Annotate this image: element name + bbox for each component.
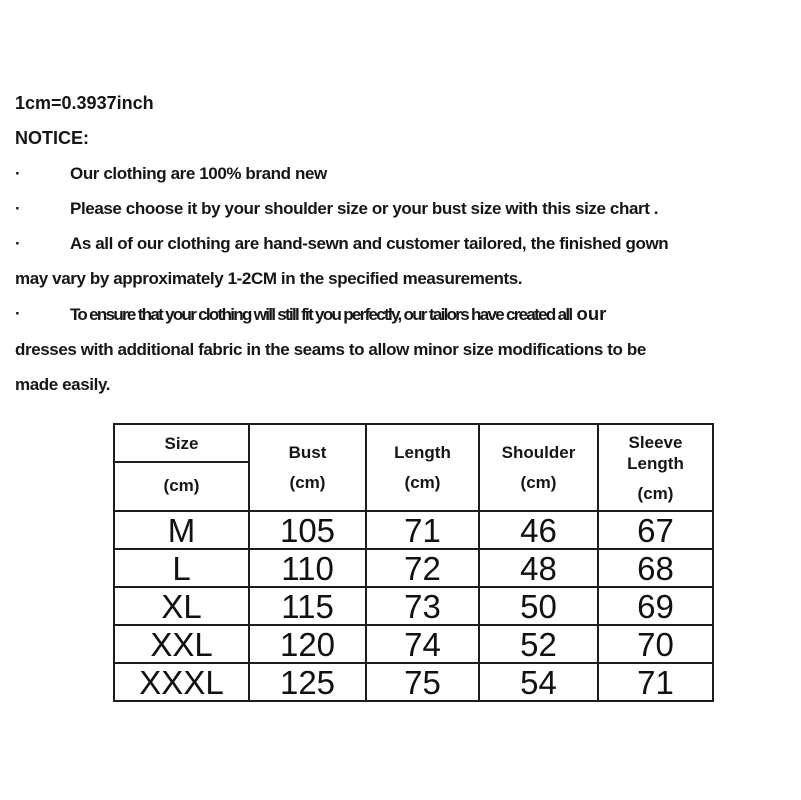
size-cell: XL	[114, 587, 249, 625]
bullet-text: Our clothing are 100% brand new	[70, 164, 327, 183]
size-chart-header	[114, 424, 713, 511]
notice-text-block	[0, 86, 801, 402]
bust-cell: 125	[249, 663, 366, 701]
notice-bullet-3-continuation: may vary by approximately 1-2CM in the specified measurements.	[15, 269, 523, 288]
length-cell: 74	[366, 625, 479, 663]
notice-bullet-4	[0, 296, 801, 332]
header-label: Shoulder	[501, 443, 576, 462]
shoulder-cell: 52	[479, 625, 598, 663]
header-unit: (cm)	[520, 473, 557, 492]
header-row	[114, 424, 713, 511]
column-header-length	[366, 424, 479, 511]
sleeve-length-cell: 71	[598, 663, 713, 701]
header-label: Length	[394, 443, 451, 462]
column-header-size	[114, 424, 249, 511]
row-xxxl	[114, 663, 713, 701]
bust-cell: 110	[249, 549, 366, 587]
notice-bullet-1	[0, 156, 801, 191]
notice-bullet-4-continuation: made easily.	[15, 375, 111, 394]
bust-cell: 115	[249, 587, 366, 625]
header-unit: (cm)	[289, 473, 326, 492]
shoulder-cell: 46	[479, 511, 598, 549]
size-cell: XXL	[114, 625, 249, 663]
bullet-text-condensed: To ensure that your clothing will still fit you perfectly, our tailors have created all	[70, 305, 572, 324]
shoulder-cell: 48	[479, 549, 598, 587]
header-unit: (cm)	[404, 473, 441, 492]
header-unit: (cm)	[637, 483, 674, 503]
header-label: Bust	[288, 443, 327, 462]
length-cell: 73	[366, 587, 479, 625]
conversion-note: 1cm=0.3937inch	[15, 93, 154, 113]
bullet-text: As all of our clothing are hand-sewn and customer tailored, the finished gown	[70, 234, 669, 253]
column-header-bust	[249, 424, 366, 511]
sleeve-length-cell: 69	[598, 587, 713, 625]
size-cell: M	[114, 511, 249, 549]
header-label: Size	[164, 433, 199, 453]
row-xxl	[114, 625, 713, 663]
column-header-sleeve-length	[598, 424, 713, 511]
notice-bullet-3	[0, 226, 801, 261]
bullet-text-suffix: our	[571, 303, 607, 324]
column-header-shoulder	[479, 424, 598, 511]
sleeve-length-cell: 70	[598, 625, 713, 663]
size-cell: XXXL	[114, 663, 249, 701]
length-cell: 75	[366, 663, 479, 701]
bullet-dot: ·	[15, 234, 21, 253]
notice-heading: NOTICE:	[15, 128, 89, 148]
bullet-dot: ·	[15, 199, 21, 218]
bust-cell: 105	[249, 511, 366, 549]
size-cell: L	[114, 549, 249, 587]
sleeve-length-cell: 67	[598, 511, 713, 549]
length-cell: 72	[366, 549, 479, 587]
notice-bullet-4-continuation: dresses with additional fabric in the seams to allow minor size modifications to be	[15, 340, 646, 359]
header-label: Sleeve Length	[627, 432, 684, 473]
row-m	[114, 511, 713, 549]
bullet-text: Please choose it by your shoulder size or your bust size with this size chart .	[70, 199, 659, 218]
bust-cell: 120	[249, 625, 366, 663]
size-chart-body	[114, 511, 713, 701]
size-chart-table	[113, 423, 714, 702]
row-l	[114, 549, 713, 587]
bullet-dot: ·	[15, 304, 21, 323]
shoulder-cell: 50	[479, 587, 598, 625]
row-xl	[114, 587, 713, 625]
header-unit: (cm)	[163, 476, 200, 495]
length-cell: 71	[366, 511, 479, 549]
bullet-dot: ·	[15, 164, 21, 183]
notice-bullet-2	[0, 191, 801, 226]
shoulder-cell: 54	[479, 663, 598, 701]
sleeve-length-cell: 68	[598, 549, 713, 587]
